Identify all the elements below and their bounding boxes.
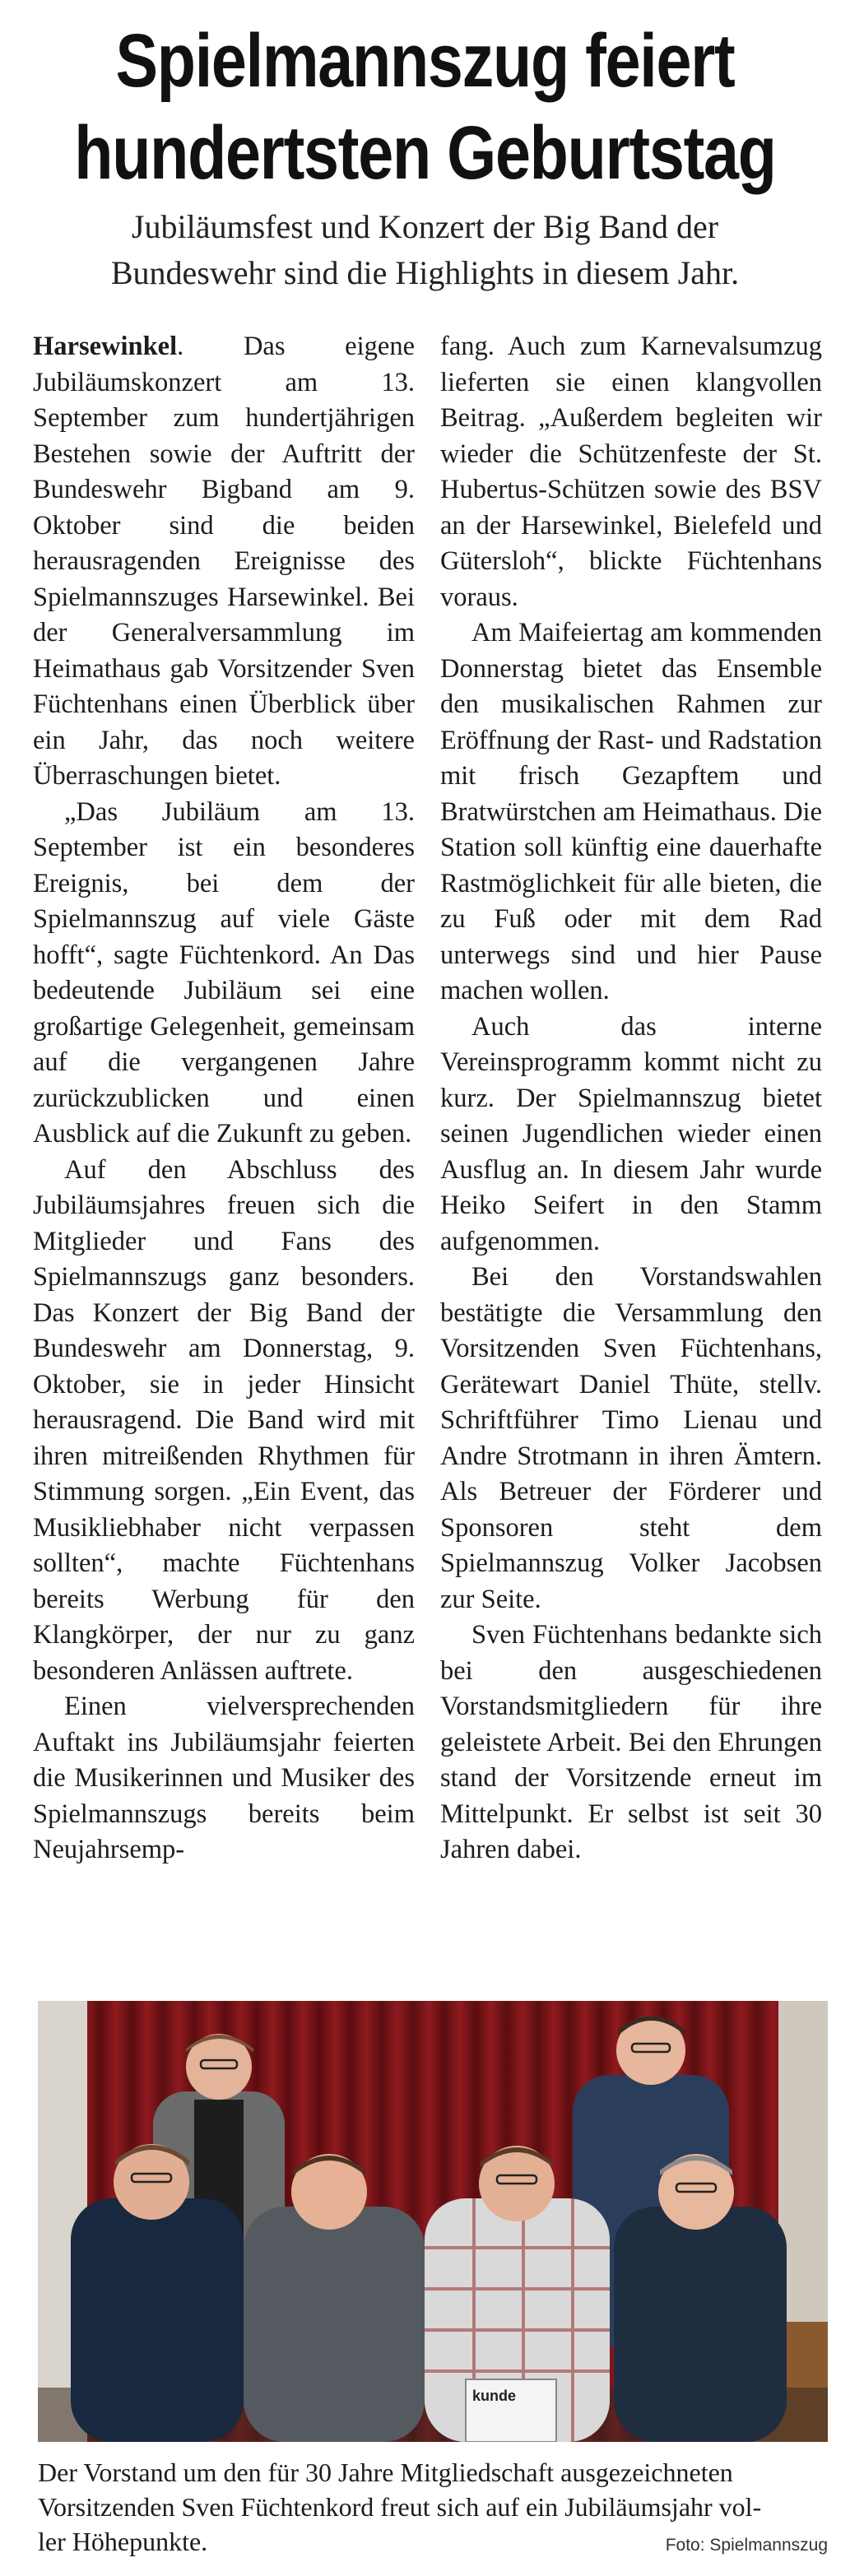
caption-line-2: Vorsitzenden Sven Füchtenkord freut sich auf ein Jubiläumsjahr vol- [38,2492,762,2522]
subheadline-line-1: Jubiläumsfest und Konzert der Big Band der [131,208,719,245]
photo-credit: Foto: Spielmannszug [665,2536,828,2555]
article-paragraph-7: Auch das interne Vereinsprogramm kommt nicht zu kurz. Der Spielmannszug bietet seinen Jugendlichen wieder einen Ausflug an. In diesem Jahr wurde Heiko Seifert in den Stamm aufgenommen. [440,1011,822,1256]
headline-line-1: Spielmannszug feiert [115,19,735,103]
article-paragraph-8: Bei den Vorstandswahlen bestätigte die Versammlung den Vorsitzenden Sven Füchtenhans, Gerätewart Daniel Thüte, stellv. Schriftführer Timo Lienau und Andre Strotmann in ihren Ämtern. Als Betreuer der Förderer und Sponsoren steht dem Spielmannszug Volker Jacobsen zur Seite. [440,1262,822,1614]
group-photo-illustration [38,2001,828,2442]
article-column-right [440,329,822,1868]
paragraph-1-text: . Das eigene Jubiläumskonzert am 13. September zum hundertjährigen Bestehen sowie der Auftritt der Bundeswehr Bigband am 9. Oktober sind die beiden herausragenden Ereignisse des Spielmannszuges Harsewinkel. Bei der Generalversammlung im Heimathaus gab Vorsitzender Sven Füchtenhans einen Überblick über ein Jahr, das noch weitere Überraschungen bietet. [33,332,415,791]
subheadline-line-2: Bundeswehr sind die Highlights in diesem Jahr. [110,254,740,291]
dateline: Harsewinkel [33,332,178,361]
article-paragraph-4: Einen vielversprechenden Auftakt ins Jubiläumsjahr feierten die Musikerinnen und Musiker des Spielmannszugs bereits beim Neujahrsemp- [33,1692,415,1864]
article-paragraph-1 [33,329,415,795]
article-paragraph-2: „Das Jubiläum am 13. September ist ein besonderes Ereignis, bei dem der Spielmannszug auf viele Gäste hofft“, sagte Füchtenkord. An Das bedeutende Jubiläum sei eine großartige Gelegenheit, gemeinsam auf die vergangenen Jahre zurückzublicken und einen Ausblick auf die Zukunft zu geben. [33,796,415,1149]
article-column-left [33,329,415,1868]
article-paragraph-9: Sven Füchtenhans bedankte sich bei den ausgeschiedenen Vorstandsmitgliedern für ihre geleistete Arbeit. Bei den Ehrungen stand der Vorsitzende erneut im Mittelpunkt. Er selbst ist seit 30 Jahren dabei. [440,1620,822,1864]
article-paragraph-6: Am Maifeiertag am kommenden Donnerstag bietet das Ensemble den musikalischen Rahmen zur Eröffnung der Rast- und Radstation mit frisch Gezapftem und Bratwürstchen am Heimathaus. Die Station soll künftig eine dauerhafte Rastmöglichkeit für alle bieten, die zu Fuß oder mit dem Rad unterwegs sind und hier Pause machen wollen. [440,618,822,1005]
headline-line-2: hundertsten Geburtstag [74,111,776,195]
subheadline [0,204,850,296]
caption-line-1: Der Vorstand um den für 30 Jahre Mitgliedschaft ausgezeichneten [38,2458,733,2487]
certificate-text: kunde [472,2388,517,2404]
caption-line-3: ler Höhepunkte. [38,2527,208,2556]
certificate [466,2379,556,2442]
article-paragraph-5: fang. Auch zum Karnevalsumzug lieferten sie einen klangvollen Beitrag. „Außerdem begleiten wir wieder die Schützenfeste der St. Hubertus-Schützen sowie des BSV an der Harsewinkel, Bielefeld und Gütersloh“, blickte Füchtenhans voraus. [440,332,822,612]
group-photo [38,2001,828,2442]
article-paragraph-3: Auf den Abschluss des Jubiläumsjahres freuen sich die Mitglieder und Fans des Spielmannszugs ganz besonders. Das Konzert der Big Band der Bundeswehr am Donnerstag, 9. Oktober, sie in jeder Hinsicht herausragend. Die Band wird mit ihren mitreißenden Rhythmen für Stimmung sorgen. „Ein Event, das Musikliebhaber nicht verpassen sollten“, machte Füchtenhans bereits Werbung für den Klangkörper, der nur zu ganz besonderen Anlässen auftrete. [33,1154,415,1686]
headline [68,15,783,199]
